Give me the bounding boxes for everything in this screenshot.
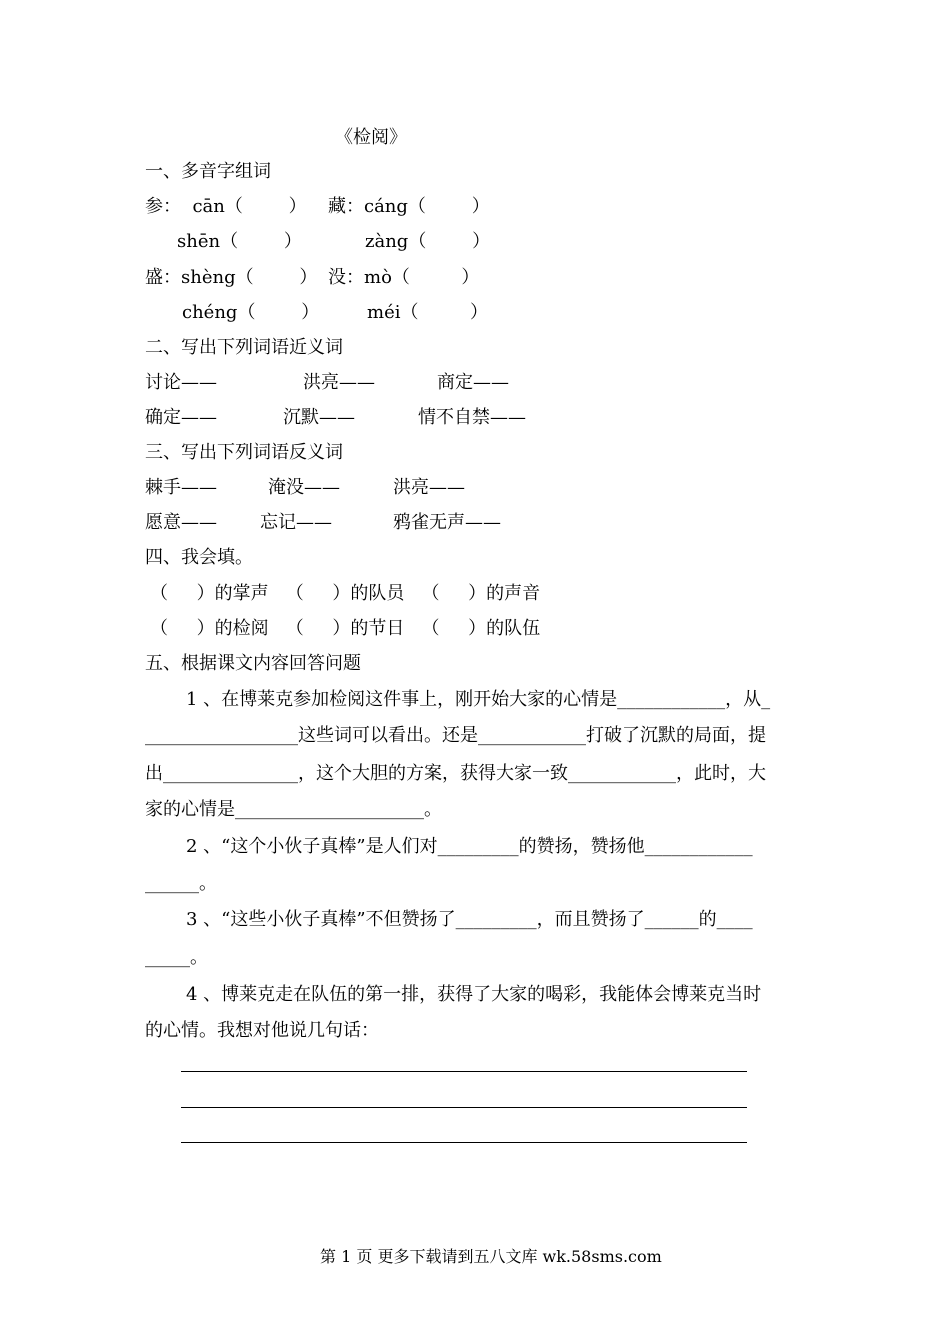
polyphone-sheng: 盛：shèng（ ） bbox=[145, 267, 318, 288]
antonym-item: 忘记—— bbox=[260, 512, 332, 533]
question-1-line: 出_______________，这个大胆的方案，获得大家一致____________，此时，大 bbox=[145, 763, 766, 784]
antonym-item: 棘手—— bbox=[145, 477, 217, 498]
answer-line[interactable] bbox=[181, 1071, 747, 1072]
polyphone-mei: méi（ ） bbox=[367, 302, 488, 323]
antonym-item: 鸦雀无声—— bbox=[393, 512, 501, 533]
section-1-heading: 一、多音字组词 bbox=[145, 161, 271, 182]
question-1-line: _________________这些词可以看出。还是____________打破了沉默的局面，提 bbox=[145, 725, 766, 746]
section-5-heading: 五、根据课文内容回答问题 bbox=[145, 653, 361, 674]
synonym-item: 洪亮—— bbox=[303, 372, 375, 393]
antonym-item: 淹没—— bbox=[268, 477, 340, 498]
question-2-line: 2 、“这个小伙子真棒”是人们对_________的赞扬，赞扬他____________ bbox=[186, 836, 753, 857]
synonym-item: 确定—— bbox=[145, 407, 217, 428]
fill-in-row: （ ）的掌声 （ ）的队员 （ ）的声音 bbox=[150, 583, 541, 604]
question-2-line: ______。 bbox=[145, 873, 217, 894]
question-1-line: 家的心情是_____________________。 bbox=[145, 799, 442, 820]
synonym-item: 商定—— bbox=[437, 372, 509, 393]
question-1-line: 1 、在博莱克参加检阅这件事上，刚开始大家的心情是____________，从_ bbox=[186, 689, 771, 710]
answer-line[interactable] bbox=[181, 1107, 747, 1108]
polyphone-cheng: chéng（ ） bbox=[182, 302, 320, 323]
question-3-line: _____。 bbox=[145, 947, 208, 968]
page-footer: 第 1 页 更多下载请到五八文库 wk.58sms.com bbox=[320, 1247, 662, 1266]
question-4-line: 4 、博莱克走在队伍的第一排，获得了大家的喝彩，我能体会博莱克当时 bbox=[186, 984, 762, 1005]
antonym-item: 洪亮—— bbox=[393, 477, 465, 498]
polyphone-zang: zàng（ ） bbox=[365, 231, 491, 252]
question-4-line: 的心情。我想对他说几句话： bbox=[145, 1020, 379, 1041]
synonym-item: 沉默—— bbox=[283, 407, 355, 428]
page-title: 《检阅》 bbox=[335, 127, 407, 148]
synonym-item: 讨论—— bbox=[145, 372, 217, 393]
section-4-heading: 四、我会填。 bbox=[145, 547, 253, 568]
polyphone-cang: 藏：cáng（ ） bbox=[328, 196, 490, 217]
fill-in-row: （ ）的检阅 （ ）的节日 （ ）的队伍 bbox=[150, 618, 541, 639]
question-3-line: 3 、“这些小伙子真棒”不但赞扬了_________，而且赞扬了______的____ bbox=[186, 909, 753, 930]
polyphone-mo: 没：mò（ ） bbox=[328, 267, 480, 288]
polyphone-shen: shēn（ ） bbox=[177, 231, 302, 252]
section-2-heading: 二、写出下列词语近义词 bbox=[145, 337, 343, 358]
synonym-item: 情不自禁—— bbox=[418, 407, 526, 428]
polyphone-can: 参： cān（ ） bbox=[145, 196, 307, 217]
section-3-heading: 三、写出下列词语反义词 bbox=[145, 442, 343, 463]
antonym-item: 愿意—— bbox=[145, 512, 217, 533]
answer-line[interactable] bbox=[181, 1142, 747, 1143]
